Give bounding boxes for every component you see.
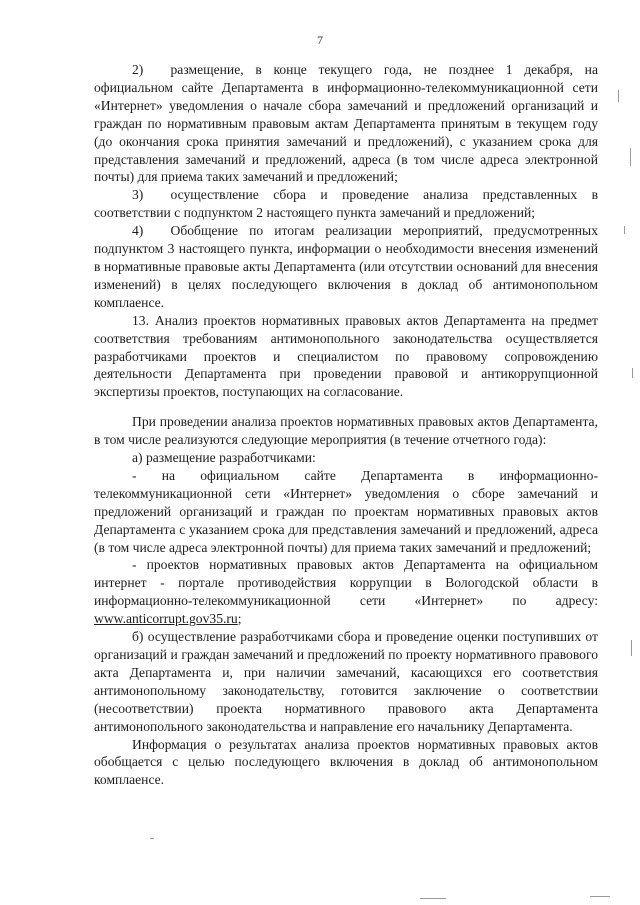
- paragraph-subitem-b: б) осуществление разработчиками сбора и проведение оценки поступивших от организаций и граждан замечаний и предложений по проекту нормативного правового акта Департамента и, при наличии замечаний, касающихся его соответствия антимонопольному законодательству, готовится заключение о соответствии (несоответствии) проекта нормативного правового акта Департамента антимонопольного законодательства и направление его начальнику Департамента.: [94, 629, 598, 734]
- document-body: [94, 61, 598, 789]
- scan-artifact: [420, 898, 446, 899]
- paragraph-item-3: 3) осуществление сбора и проведение анализа представленных в соответствии с подпунктом 2 настоящего пункта замечаний и предложений;: [94, 187, 598, 221]
- scan-artifact: [631, 640, 632, 656]
- portal-text: - проектов нормативных правовых актов Департамента на официальном интернет - портале противодействия коррупции в Вологодской области в информационно-телекоммуникационной сети «Интернет» по адресу:: [94, 557, 598, 609]
- scan-artifact: [618, 90, 619, 102]
- page-number: 7: [317, 33, 323, 47]
- scan-artifact: [630, 148, 631, 166]
- scan-artifact: [150, 838, 154, 839]
- paragraph-section-13: 13. Анализ проектов нормативных правовых актов Департамента на предмет соответствия требованиям антимонопольного законодательства осуществляется разработчиками проектов и специалистом по правовому сопровождению деятельности Департамента при проведении правовой и антикоррупционной экспертизы проектов, поступающих на согласование.: [94, 312, 598, 400]
- scan-artifact: [632, 368, 633, 378]
- paragraph-item-4: 4) Обобщение по итогам реализации мероприятий, предусмотренных подпунктом 3 настоящего пункта, информации о необходимости внесения изменений в нормативные правовые акты Департамента (или отсутствии оснований для внесения изменений) в целях последующего включения в доклад об антимонопольном комплаенсе.: [94, 223, 598, 310]
- anticorrupt-link[interactable]: www.anticorrupt.gov35.ru: [94, 611, 238, 627]
- paragraph-dash-website: - на официальном сайте Департамента в информационно-телекоммуникационной сети «Интернет» уведомления о сборе замечаний и предложений организаций и граждан по проектам нормативных правовых актов Департамента с указанием срока для представления замечаний и предложений, адреса (в том числе адреса электронной почты) для приема таких замечаний и предложений;: [94, 467, 598, 555]
- portal-text-end: ;: [237, 611, 242, 627]
- paragraph-subitem-a: а) размещение разработчиками:: [132, 450, 316, 466]
- scan-artifact: [624, 226, 625, 234]
- paragraph-dash-portal: [94, 556, 598, 628]
- paragraph-information-summary: Информация о результатах анализа проектов нормативных правовых актов обобщается с целью последующего включения в доклад об антимонопольном комплаенсе.: [94, 736, 598, 788]
- paragraph-item-2: 2) размещение, в конце текущего года, не позднее 1 декабря, на официальном сайте Департамента в информационно-телекоммуникационной сети «Интернет» уведомления о начале сбора замечаний и предложений организаций и граждан по нормативным правовым актам Департамента принятым в текущем году (до окончания срока принятия замечаний и предложений), с указанием срока для представления замечаний и предложений, адреса (в том числе адреса электронной почты) для приема таких замечаний и предложений;: [94, 62, 598, 185]
- scan-artifact: [590, 896, 610, 897]
- paragraph-analysis-intro: При проведении анализа проектов нормативных правовых актов Департамента, в том числе реализуются следующие мероприятия (в течение отчетного года):: [94, 414, 598, 448]
